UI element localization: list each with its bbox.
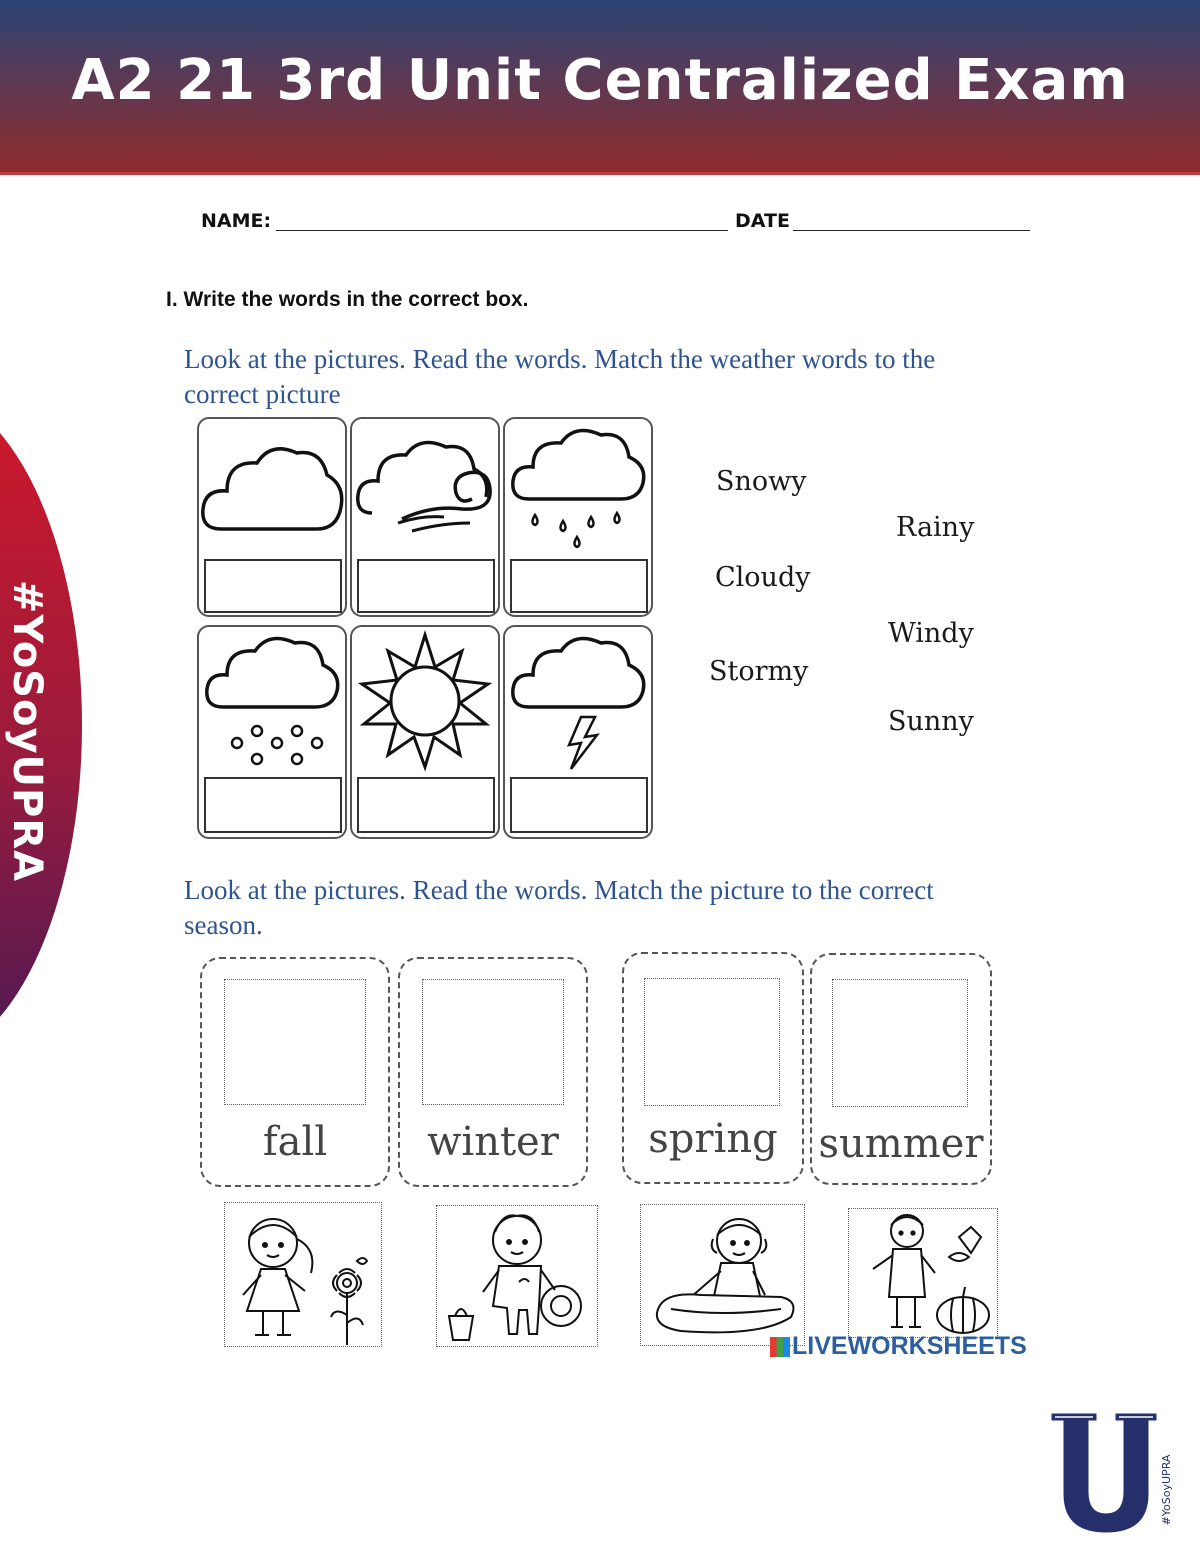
storm-cloud-icon [505,627,651,772]
liveworksheets-text: LIVEWORKSHEETS [792,1332,1027,1360]
answer-box[interactable] [510,777,648,833]
answer-box[interactable] [204,559,342,613]
season-label: fall [262,1119,328,1165]
snow-cloud-icon [199,627,345,772]
season-card-summer [810,953,992,1185]
season-label: spring [648,1116,778,1162]
weather-card-cloudy [197,417,347,617]
season-label: summer [818,1121,984,1167]
word-sunny[interactable]: Sunny [888,706,974,737]
word-cloudy[interactable]: Cloudy [715,562,811,593]
season-card-fall [200,957,390,1187]
season-heading-line1: Look at the pictures. Read the words. Match the picture to the correct [184,875,934,905]
weather-card-stormy [503,625,653,839]
girl-with-flower-picture[interactable] [224,1202,382,1347]
word-rainy[interactable]: Rainy [896,512,975,543]
season-drop-box[interactable] [644,978,780,1106]
season-card-spring [622,952,804,1184]
name-label: NAME: [201,210,272,232]
liveworksheets-logo-icon [770,1337,790,1357]
side-banner-text: #YoSoyUPRA [4,579,50,883]
weather-card-sunny [350,625,500,839]
season-label: winter [427,1119,559,1165]
date-field[interactable] [793,230,1030,231]
page-title: A2 21 3rd Unit Centralized Exam [71,48,1129,113]
season-heading [184,873,1084,943]
weather-heading-line1: Look at the pictures. Read the words. Match the weather words to the [184,344,936,374]
word-windy[interactable]: Windy [888,618,974,649]
child-with-pumpkin-picture[interactable] [848,1208,998,1338]
weather-card-rainy [503,417,653,617]
weather-card-windy [350,417,500,617]
answer-box[interactable] [357,777,495,833]
word-snowy[interactable]: Snowy [716,466,807,497]
cloud-icon [199,419,345,554]
liveworksheets-watermark [770,1332,1027,1361]
logo-tag: #YoSoyUPRA [1160,1454,1173,1526]
word-stormy[interactable]: Stormy [709,656,809,687]
season-drop-box[interactable] [224,979,366,1105]
weather-grid [195,415,655,840]
season-heading-line2: season. [184,910,263,940]
section-instruction: I. Write the words in the correct box. [166,288,529,311]
sun-icon [352,627,498,772]
season-drop-box[interactable] [422,979,564,1105]
upra-u-logo-icon [1046,1408,1170,1538]
name-field[interactable] [276,230,728,231]
season-drop-box[interactable] [832,979,968,1107]
weather-heading [184,342,1084,412]
answer-box[interactable] [510,559,648,613]
answer-box[interactable] [357,559,495,613]
rain-cloud-icon [505,419,651,554]
boy-at-beach-picture[interactable] [436,1205,598,1347]
weather-card-snowy [197,625,347,839]
wind-cloud-icon [352,419,498,554]
child-on-sled-picture[interactable] [640,1204,805,1346]
date-label: DATE [735,210,790,232]
answer-box[interactable] [204,777,342,833]
season-card-winter [398,957,588,1187]
weather-heading-line2: correct picture [184,379,341,409]
